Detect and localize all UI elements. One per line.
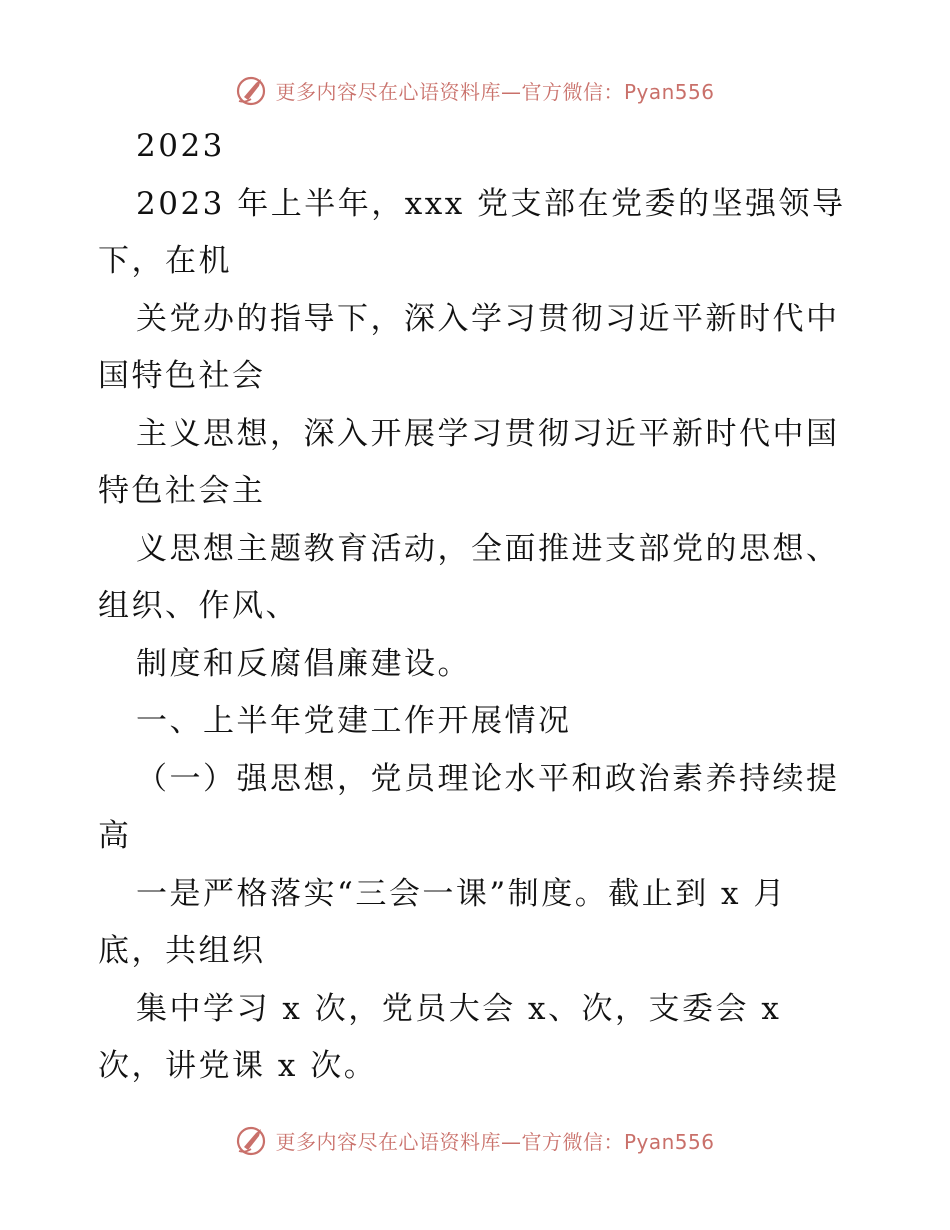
paragraph-line: 关党办的指导下，深入学习贯彻习近平新时代中 xyxy=(136,300,840,337)
paragraph-line: 下，在机 xyxy=(98,243,232,279)
paragraph-line: 集中学习 x 次，党员大会 x、次，支委会 x xyxy=(136,990,782,1027)
paragraph-line: 制度和反腐倡廉建设。 xyxy=(136,645,471,682)
document-body xyxy=(98,118,858,1096)
pen-nib-logo-icon xyxy=(235,73,269,107)
paragraph-line: 一是严格落实“三会一课”制度。截止到 x 月 xyxy=(136,875,787,912)
paragraph-line: 义思想主题教育活动，全面推进支部党的思想、 xyxy=(136,530,840,567)
paragraph-line: 特色社会主 xyxy=(98,473,266,509)
paragraph-line: 组织、作风、 xyxy=(98,588,299,624)
paragraph-line: 2023 年上半年，xxx 党支部在党委的坚强领导 xyxy=(136,185,846,222)
section-heading: 一、上半年党建工作开展情况 xyxy=(136,703,572,739)
watermark-text: 更多内容尽在心语资料库—官方微信：Pyan556 xyxy=(275,79,715,104)
pen-nib-logo-icon xyxy=(235,1123,269,1157)
subsection-heading: （一）强思想，党员理论水平和政治素养持续提 xyxy=(136,760,840,797)
paragraph-line: 次，讲党课 x 次。 xyxy=(98,1048,378,1084)
watermark-footer xyxy=(0,1120,950,1160)
subsection-heading-cont: 高 xyxy=(98,818,132,854)
paragraph-line: 底，共组织 xyxy=(98,933,266,969)
watermark-header xyxy=(0,70,950,110)
doc-title: 2023 xyxy=(136,128,225,164)
paragraph-line: 国特色社会 xyxy=(98,358,266,394)
paragraph-line: 主义思想，深入开展学习贯彻习近平新时代中国 xyxy=(136,415,840,452)
watermark-text: 更多内容尽在心语资料库—官方微信：Pyan556 xyxy=(275,1129,715,1154)
